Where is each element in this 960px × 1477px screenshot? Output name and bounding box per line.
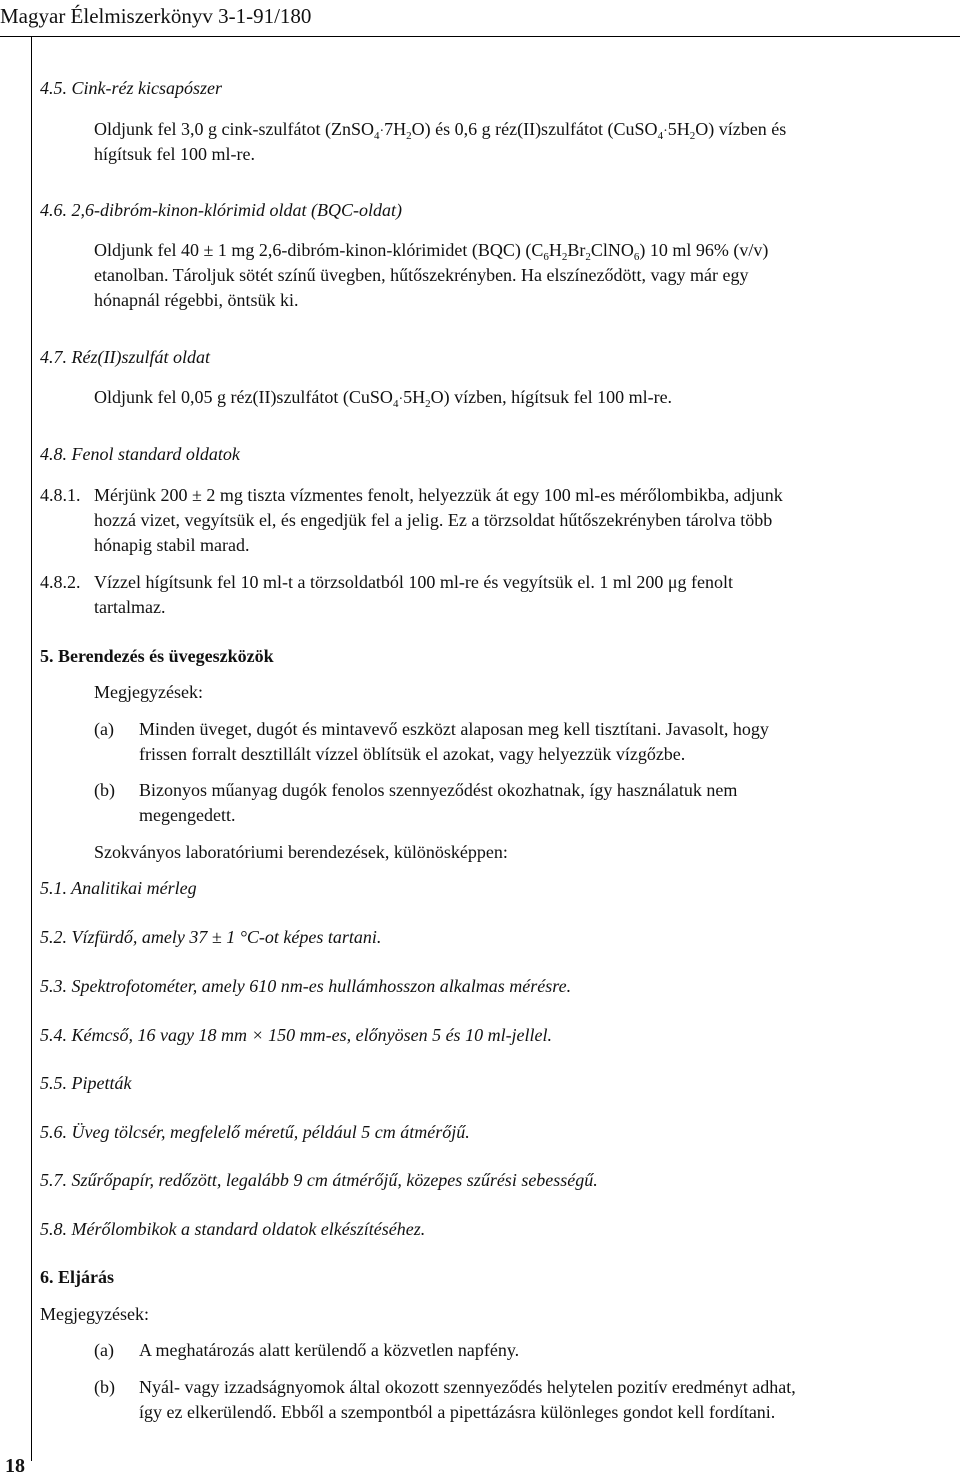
text-run: Oldjunk fel 3,0 g cink-szulfátot (ZnSO: [94, 119, 374, 139]
section-4-8-1-line-1: Mérjünk 200 ± 2 mg tiszta vízmentes fenolt, helyezzük át egy 100 ml-es mérőlombikba, adjunk: [94, 485, 783, 505]
section-4-7-line-1: [94, 386, 672, 411]
subscript: 6: [543, 251, 549, 263]
left-margin-rule: [31, 37, 32, 1461]
middle-dot: ·: [398, 392, 404, 407]
section-6-note-a-label: (a): [94, 1340, 114, 1360]
section-4-8-1-line-3: hónapig stabil marad.: [94, 535, 250, 555]
text-run: 5H: [403, 387, 426, 407]
section-4-8-2-number: 4.8.2.: [40, 572, 81, 592]
header-title: Magyar Élelmiszerkönyv 3-1-91/180: [0, 4, 312, 28]
equipment-item-5-6: 5.6. Üveg tölcsér, megfelelő méretű, például 5 cm átmérőjű.: [40, 1122, 470, 1142]
section-5-note-a-label: (a): [94, 719, 114, 739]
section-5-note-b-label: (b): [94, 780, 115, 800]
subscript: 4: [392, 398, 399, 410]
text-run: ) 10 ml 96% (v/v): [639, 240, 769, 260]
section-4-5-heading: 4.5. Cink-réz kicsapószer: [40, 78, 222, 98]
subscript: 2: [585, 251, 591, 263]
text-run: Oldjunk fel 40 ± 1 mg 2,6-dibróm-kinon-klórimidet (BQC) (C: [94, 240, 544, 260]
section-5-note-b-line-1: Bizonyos műanyag dugók fenolos szennyeződést okozhatnak, így használatuk nem: [139, 780, 738, 800]
section-4-5-line-1: [94, 118, 786, 143]
text-run: H: [548, 240, 562, 260]
section-6-notes-label: Megjegyzések:: [40, 1304, 149, 1324]
section-4-7-heading: 4.7. Réz(II)szulfát oldat: [40, 347, 210, 367]
text-run: Br: [567, 240, 586, 260]
section-4-8-1-number: 4.8.1.: [40, 485, 81, 505]
subscript: 2: [689, 130, 696, 142]
section-5-notes-label: Megjegyzések:: [94, 682, 203, 702]
subscript: 2: [406, 130, 412, 142]
section-4-8-2-line-2: tartalmaz.: [94, 597, 166, 617]
equipment-item-5-2: 5.2. Vízfürdő, amely 37 ± 1 °C-ot képes tartani.: [40, 927, 382, 947]
subscript: 2: [561, 251, 568, 263]
section-6-note-b-line-2: így ez elkerülendő. Ebből a szempontból a pipettázásra különleges gondot kell fordítani.: [139, 1402, 776, 1422]
section-6-heading: 6. Eljárás: [40, 1267, 114, 1287]
section-4-8-1-line-2: hozzá vizet, vegyítsük el, és engedjük fel a jelig. Ez a törzsoldat hűtőszekrényben tárolva több: [94, 510, 773, 530]
middle-dot: ·: [379, 124, 385, 139]
section-4-5-line-2: hígítsuk fel 100 ml-re.: [94, 144, 255, 164]
equipment-item-5-1: 5.1. Analitikai mérleg: [40, 878, 197, 898]
section-5-intro: Szokványos laboratóriumi berendezések, különösképpen:: [94, 842, 508, 862]
text-run: O) vízben és: [695, 119, 787, 139]
text-run: 5H: [667, 119, 690, 139]
equipment-item-5-8: 5.8. Mérőlombikok a standard oldatok elkészítéséhez.: [40, 1219, 426, 1239]
section-4-8-2-line-1: Vízzel hígítsunk fel 10 ml-t a törzsoldatból 100 ml-re és vegyítsük el. 1 ml 200 μg fenolt: [94, 572, 734, 592]
page-number: 18: [5, 1455, 25, 1477]
section-4-8-heading: 4.8. Fenol standard oldatok: [40, 444, 240, 464]
section-5-note-a-line-2: frissen forralt desztillált vízzel öblítsük el azokat, vagy helyezzük vízgőzbe.: [139, 744, 686, 764]
section-4-6-line-3: hónapnál régebbi, öntsük ki.: [94, 290, 299, 310]
subscript: 6: [633, 251, 640, 263]
section-5-note-a-line-1: Minden üveget, dugót és mintavevő eszközt alaposan meg kell tisztítani. Javasolt, hogy: [139, 719, 769, 739]
section-4-6-line-2: etanolban. Tároljuk sötét színű üvegben, hűtőszekrényben. Ha elszíneződött, vagy már egy: [94, 265, 749, 285]
section-6-note-b-line-1: Nyál- vagy izzadságnyomok által okozott szennyeződés helytelen pozitív eredményt adhat,: [139, 1377, 796, 1397]
page-header: [0, 0, 960, 37]
middle-dot: ·: [663, 124, 668, 139]
equipment-item-5-5: 5.5. Pipetták: [40, 1073, 132, 1093]
text-run: 7H: [384, 119, 407, 139]
section-5-note-b-line-2: megengedett.: [139, 805, 236, 825]
section-4-6-line-1: [94, 239, 768, 261]
subscript: 4: [657, 130, 664, 142]
subscript: 2: [425, 398, 431, 410]
section-6-note-a-line-1: A meghatározás alatt kerülendő a közvetlen napfény.: [139, 1340, 520, 1360]
equipment-item-5-7: 5.7. Szűrőpapír, redőzött, legalább 9 cm átmérőjű, közepes szűrési sebességű.: [40, 1170, 598, 1190]
section-5-heading: 5. Berendezés és üvegeszközök: [40, 646, 274, 666]
section-6-note-b-label: (b): [94, 1377, 115, 1397]
text-run: O) vízben, hígítsuk fel 100 ml-re.: [430, 387, 673, 407]
section-4-6-heading: 4.6. 2,6-dibróm-kinon-klórimid oldat (BQC-oldat): [40, 200, 402, 220]
text-run: Oldjunk fel 0,05 g réz(II)szulfátot (CuSO: [94, 387, 393, 407]
text-run: ClNO: [590, 240, 634, 260]
text-run: O) és 0,6 g réz(II)szulfátot (CuSO: [411, 119, 658, 139]
equipment-item-5-4: 5.4. Kémcső, 16 vagy 18 mm × 150 mm-es, előnyösen 5 és 10 ml-jellel.: [40, 1025, 553, 1045]
equipment-item-5-3: 5.3. Spektrofotométer, amely 610 nm-es hullámhosszon alkalmas mérésre.: [40, 976, 572, 996]
subscript: 4: [373, 130, 380, 142]
